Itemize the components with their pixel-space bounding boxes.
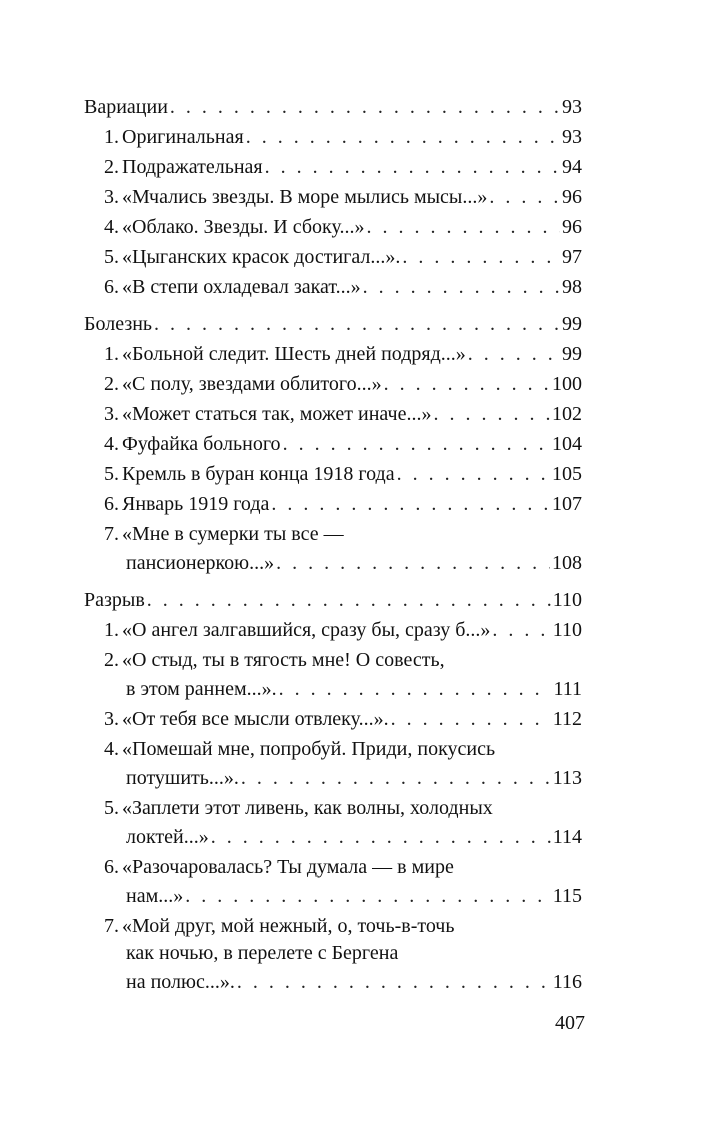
entry-title: Январь 1919 года xyxy=(122,493,270,515)
entry-number-wrap xyxy=(84,489,122,519)
entry-number-wrap xyxy=(84,736,122,763)
entry-page-number: 114 xyxy=(552,826,582,848)
entry-title: «Помешай мне, попробуй. Приди, покусись xyxy=(122,738,496,760)
entry-page-number: 99 xyxy=(562,343,582,365)
toc-entry xyxy=(84,704,582,734)
entry-number: 2. xyxy=(104,156,119,178)
entry-title-continued: потушить...». xyxy=(126,767,239,789)
entry-page-number: 108 xyxy=(552,552,582,574)
toc-entry xyxy=(84,429,582,459)
entry-number: 7. xyxy=(104,915,119,937)
toc-entry-continuation xyxy=(84,674,582,704)
entry-title: Фуфайка больного xyxy=(122,433,281,455)
leader-dots xyxy=(492,615,550,645)
section-page-number: 93 xyxy=(562,96,582,118)
entry-number-wrap xyxy=(84,429,122,459)
toc-entry xyxy=(84,212,582,242)
leader-dots xyxy=(147,585,551,615)
toc-entry xyxy=(84,913,582,940)
toc-entry xyxy=(84,242,582,272)
entry-number: 3. xyxy=(104,403,119,425)
entry-title: Кремль в буран конца 1918 года xyxy=(122,463,395,485)
leader-dots xyxy=(185,881,550,911)
entry-page-number: 93 xyxy=(562,126,582,148)
toc-entry-continuation xyxy=(84,763,582,793)
entry-title: «О стыд, ты в тягость мне! О совесть, xyxy=(122,649,445,671)
entry-title: «Мчались звезды. В море мылись мысы...» xyxy=(122,186,488,208)
entry-number: 3. xyxy=(104,708,119,730)
entry-number-wrap xyxy=(84,242,122,272)
entry-number: 6. xyxy=(104,856,119,878)
toc-entry xyxy=(84,795,582,822)
entry-number: 5. xyxy=(104,246,119,268)
entry-title-continued: локтей...» xyxy=(126,826,209,848)
entry-number: 4. xyxy=(104,433,119,455)
toc-entry xyxy=(84,854,582,881)
toc-entry xyxy=(84,615,582,645)
leader-dots xyxy=(211,822,551,852)
entry-page-number: 116 xyxy=(552,971,582,993)
entry-title: «О ангел залгавшийся, сразу бы, сразу б...» xyxy=(122,619,491,641)
toc-section xyxy=(84,92,582,302)
entry-number-wrap xyxy=(84,615,122,645)
leader-dots xyxy=(246,122,560,152)
entry-title: «Облако. Звезды. И сбоку...» xyxy=(122,216,365,238)
entry-number: 1. xyxy=(104,343,119,365)
leader-dots xyxy=(237,967,551,997)
leader-dots xyxy=(283,429,550,459)
entry-number: 5. xyxy=(104,797,119,819)
leader-dots xyxy=(363,272,560,302)
section-page-number: 110 xyxy=(552,589,582,611)
entry-number: 4. xyxy=(104,738,119,760)
toc-entry xyxy=(84,399,582,429)
entry-number: 4. xyxy=(104,216,119,238)
toc-entry xyxy=(84,182,582,212)
entry-number-wrap xyxy=(84,369,122,399)
toc-entry xyxy=(84,152,582,182)
leader-dots xyxy=(391,704,551,734)
entry-number-wrap xyxy=(84,339,122,369)
entry-page-number: 102 xyxy=(552,403,582,425)
entry-number-wrap xyxy=(84,272,122,302)
entry-title-continued: на полюс...». xyxy=(126,971,235,993)
entry-number-wrap xyxy=(84,152,122,182)
entry-number: 3. xyxy=(104,186,119,208)
entry-page-number: 96 xyxy=(562,216,582,238)
entry-number-wrap xyxy=(84,913,122,940)
entry-page-number: 98 xyxy=(562,276,582,298)
leader-dots xyxy=(170,92,560,122)
entry-title: «В степи охладевал закат...» xyxy=(122,276,361,298)
entry-number: 7. xyxy=(104,523,119,545)
entry-title: «Больной следит. Шесть дней подряд...» xyxy=(122,343,466,365)
toc-entry xyxy=(84,459,582,489)
leader-dots xyxy=(402,242,560,272)
entry-number-wrap xyxy=(84,399,122,429)
entry-title: «Мне в сумерки ты все — xyxy=(122,523,344,545)
entry-number-wrap xyxy=(84,795,122,822)
leader-dots xyxy=(241,763,551,793)
entry-title: «Мой друг, мой нежный, о, точь-в-точь xyxy=(122,915,455,937)
entry-title-continued: как ночью, в перелете с Бергена xyxy=(126,942,399,964)
entry-number: 6. xyxy=(104,493,119,515)
entry-number-wrap xyxy=(84,212,122,242)
entry-title-continued: нам...» xyxy=(126,885,184,907)
entry-title: «Разочаровалась? Ты думала — в мире xyxy=(122,856,454,878)
entry-title: «От тебя все мысли отвлеку...». xyxy=(122,708,389,730)
toc-entry xyxy=(84,122,582,152)
leader-dots xyxy=(384,369,550,399)
entry-page-number: 94 xyxy=(562,156,582,178)
entry-number: 1. xyxy=(104,126,119,148)
toc-entry xyxy=(84,369,582,399)
entry-page-number: 113 xyxy=(552,767,582,789)
toc-entry xyxy=(84,521,582,548)
entry-title: «С полу, звездами облитого...» xyxy=(122,373,382,395)
leader-dots xyxy=(276,548,550,578)
leader-dots xyxy=(397,459,550,489)
section-heading-line xyxy=(84,309,582,339)
toc-entry-continuation xyxy=(84,940,582,967)
entry-number-wrap xyxy=(84,122,122,152)
entry-page-number: 115 xyxy=(552,885,582,907)
entry-page-number: 111 xyxy=(553,678,582,700)
entry-number: 5. xyxy=(104,463,119,485)
page-number: 407 xyxy=(555,1012,585,1034)
entry-title: Оригинальная xyxy=(122,126,244,148)
entry-number: 1. xyxy=(104,619,119,641)
toc-entry xyxy=(84,647,582,674)
toc-entry xyxy=(84,339,582,369)
section-heading-line xyxy=(84,92,582,122)
entry-title: «Цыганских красок достигал...». xyxy=(122,246,401,268)
entry-page-number: 96 xyxy=(562,186,582,208)
leader-dots xyxy=(279,674,552,704)
section-heading-line xyxy=(84,585,582,615)
entry-number-wrap xyxy=(84,521,122,548)
leader-dots xyxy=(489,182,560,212)
entry-title-continued: пансионеркою...» xyxy=(126,552,275,574)
entry-number-wrap xyxy=(84,854,122,881)
entry-page-number: 112 xyxy=(552,708,582,730)
toc-entry-continuation xyxy=(84,548,582,578)
table-of-contents xyxy=(84,92,582,1004)
entry-page-number: 105 xyxy=(552,463,582,485)
entry-number-wrap xyxy=(84,704,122,734)
entry-number-wrap xyxy=(84,647,122,674)
leader-dots xyxy=(265,152,560,182)
entry-page-number: 104 xyxy=(552,433,582,455)
section-title: Разрыв xyxy=(84,589,145,611)
leader-dots xyxy=(468,339,560,369)
entry-page-number: 107 xyxy=(552,493,582,515)
entry-number: 2. xyxy=(104,373,119,395)
entry-number-wrap xyxy=(84,459,122,489)
toc-entry-continuation xyxy=(84,967,582,997)
entry-title: Подражательная xyxy=(122,156,263,178)
entry-title-continued: в этом раннем...». xyxy=(126,678,277,700)
entry-title: «Может статься так, может иначе...» xyxy=(122,403,432,425)
leader-dots xyxy=(366,212,560,242)
toc-section xyxy=(84,309,582,578)
leader-dots xyxy=(433,399,550,429)
toc-entry xyxy=(84,272,582,302)
section-title: Вариации xyxy=(84,96,168,118)
toc-section xyxy=(84,585,582,997)
entry-number-wrap xyxy=(84,182,122,212)
leader-dots xyxy=(154,309,560,339)
entry-number: 6. xyxy=(104,276,119,298)
toc-entry-continuation xyxy=(84,822,582,852)
entry-page-number: 110 xyxy=(552,619,582,641)
entry-number: 2. xyxy=(104,649,119,671)
entry-page-number: 97 xyxy=(562,246,582,268)
section-title: Болезнь xyxy=(84,313,153,335)
leader-dots xyxy=(271,489,550,519)
toc-entry-continuation xyxy=(84,881,582,911)
entry-page-number: 100 xyxy=(552,373,582,395)
entry-title: «Заплети этот ливень, как волны, холодных xyxy=(122,797,493,819)
section-page-number: 99 xyxy=(562,313,582,335)
toc-entry xyxy=(84,736,582,763)
toc-entry xyxy=(84,489,582,519)
